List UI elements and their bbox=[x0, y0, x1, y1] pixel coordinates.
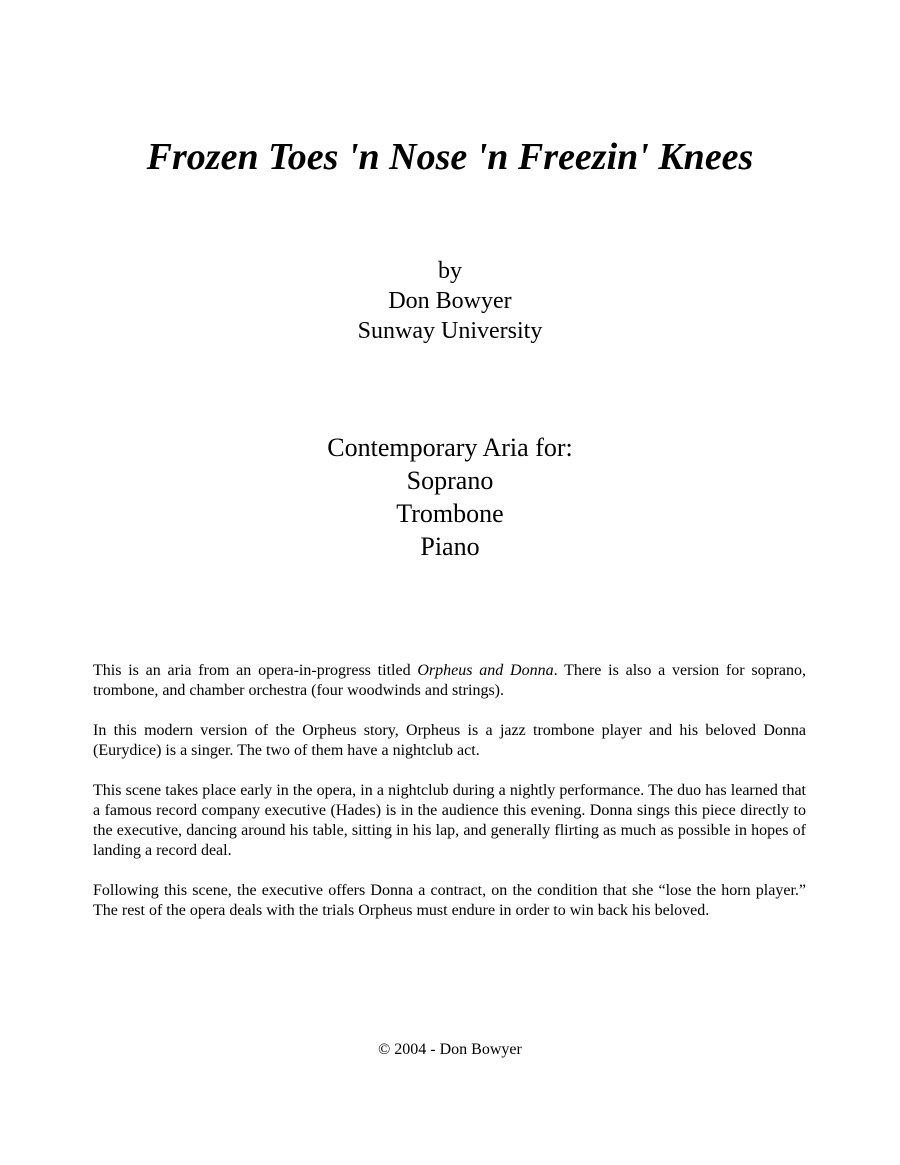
instrument-piano: Piano bbox=[420, 532, 480, 561]
notes-paragraph-4: Following this scene, the executive offers Donna a contract, on the condition that she “lose the horn player.” The rest of the opera deals with the trials Orpheus must endure in order to win back his beloved. bbox=[93, 882, 806, 919]
author-affiliation: Sunway University bbox=[357, 318, 543, 344]
instrument-trombone: Trombone bbox=[396, 499, 504, 528]
author-name: Don Bowyer bbox=[388, 288, 512, 314]
by-label: by bbox=[438, 258, 462, 284]
instrumentation bbox=[0, 431, 900, 563]
notes-paragraph-2: In this modern version of the Orpheus story, Orpheus is a jazz trombone player and his beloved Donna (Eurydice) is a singer. The two of them have a nightclub act. bbox=[93, 722, 806, 759]
instrument-soprano: Soprano bbox=[406, 466, 494, 495]
notes-paragraph-1 bbox=[93, 661, 806, 701]
notes-paragraph-3: This scene takes place early in the opera, in a nightclub during a nightly performance. The duo has learned that a famous record company executive (Hades) is in the audience this evening. Donna sings this piece directly to the executive, dancing around his table, sitting in his lap, and generally flirting as much as possible in hopes of landing a record deal. bbox=[93, 782, 806, 859]
scoring-heading: Contemporary Aria for: bbox=[327, 433, 573, 462]
opera-title: Orpheus and Donna bbox=[417, 662, 554, 679]
notes-p1-start: This is an aria from an opera-in-progress titled bbox=[93, 662, 418, 679]
copyright-notice: © 2004 - Don Bowyer bbox=[378, 1041, 522, 1058]
piece-title: Frozen Toes 'n Nose 'n Freezin' Knees bbox=[146, 136, 754, 178]
byline bbox=[0, 256, 900, 346]
program-notes bbox=[93, 661, 806, 941]
notes-p1-end: . There is also a version for soprano, trombone, and chamber orchestra (four woodwinds and strings). bbox=[93, 662, 807, 699]
